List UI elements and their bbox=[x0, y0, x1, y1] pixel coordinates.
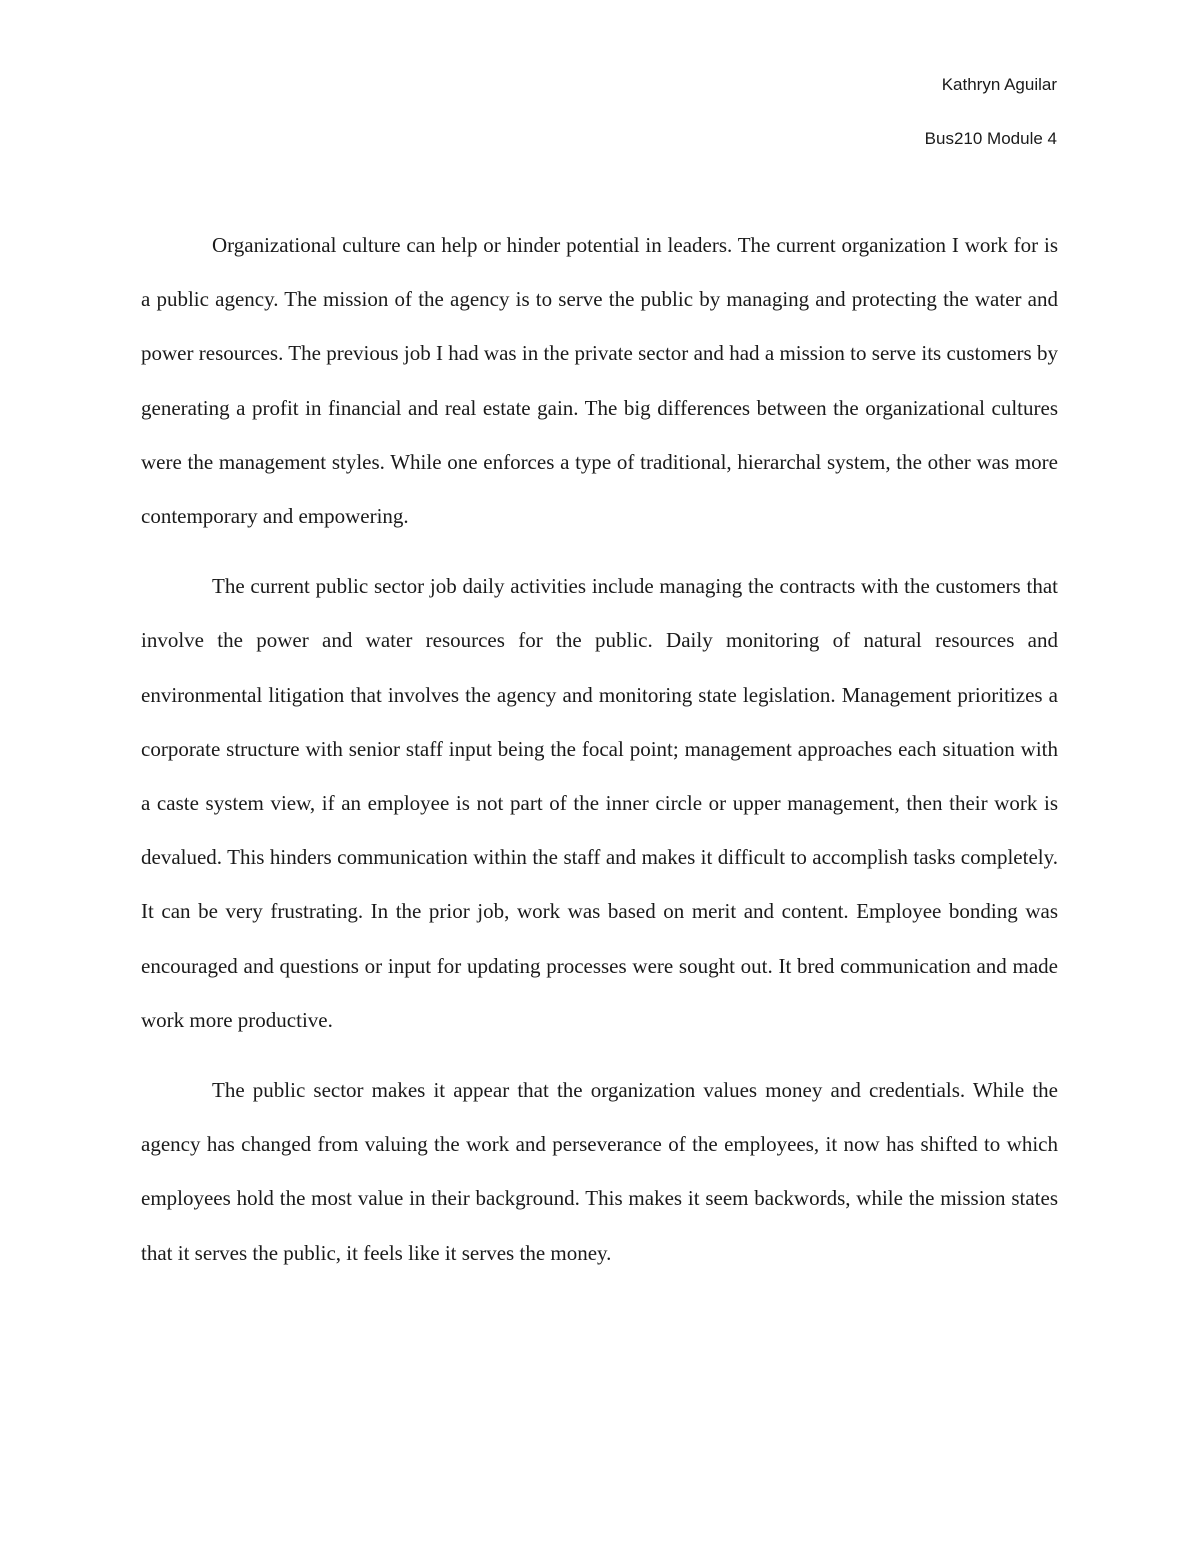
essay-body bbox=[141, 218, 1058, 1280]
course-title: Bus210 Module 4 bbox=[924, 129, 1057, 148]
paragraph-3: The public sector makes it appear that the organization values money and credentials. While the agency has changed from valuing the work and perseverance of the employees, it now has shifted to which employees hold the most value in their background. This makes it seem backwords, while the mission states that it serves the public, it feels like it serves the money. bbox=[141, 1078, 1058, 1265]
author-name: Kathryn Aguilar bbox=[941, 75, 1057, 94]
paragraph-2: The current public sector job daily activities include managing the contracts with the customers that involve the power and water resources for the public. Daily monitoring of natural resources and environmental litigation that involves the agency and monitoring state legislation. Management prioritizes a corporate structure with senior staff input being the focal point; management approaches each situation with a caste system view, if an employee is not part of the inner circle or upper management, then their work is devalued. This hinders communication within the staff and makes it difficult to accomplish tasks completely. It can be very frustrating. In the prior job, work was based on merit and content. Employee bonding was encouraged and questions or input for updating processes were sought out. It bred communication and made work more productive. bbox=[141, 574, 1058, 1032]
paragraph-1: Organizational culture can help or hinder potential in leaders. The current organization I work for is a public agency. The mission of the agency is to serve the public by managing and protecting the water and power resources. The previous job I had was in the private sector and had a mission to serve its customers by generating a profit in financial and real estate gain. The big differences between the organizational cultures were the management styles. While one enforces a type of traditional, hierarchal system, the other was more contemporary and empowering. bbox=[141, 233, 1058, 529]
